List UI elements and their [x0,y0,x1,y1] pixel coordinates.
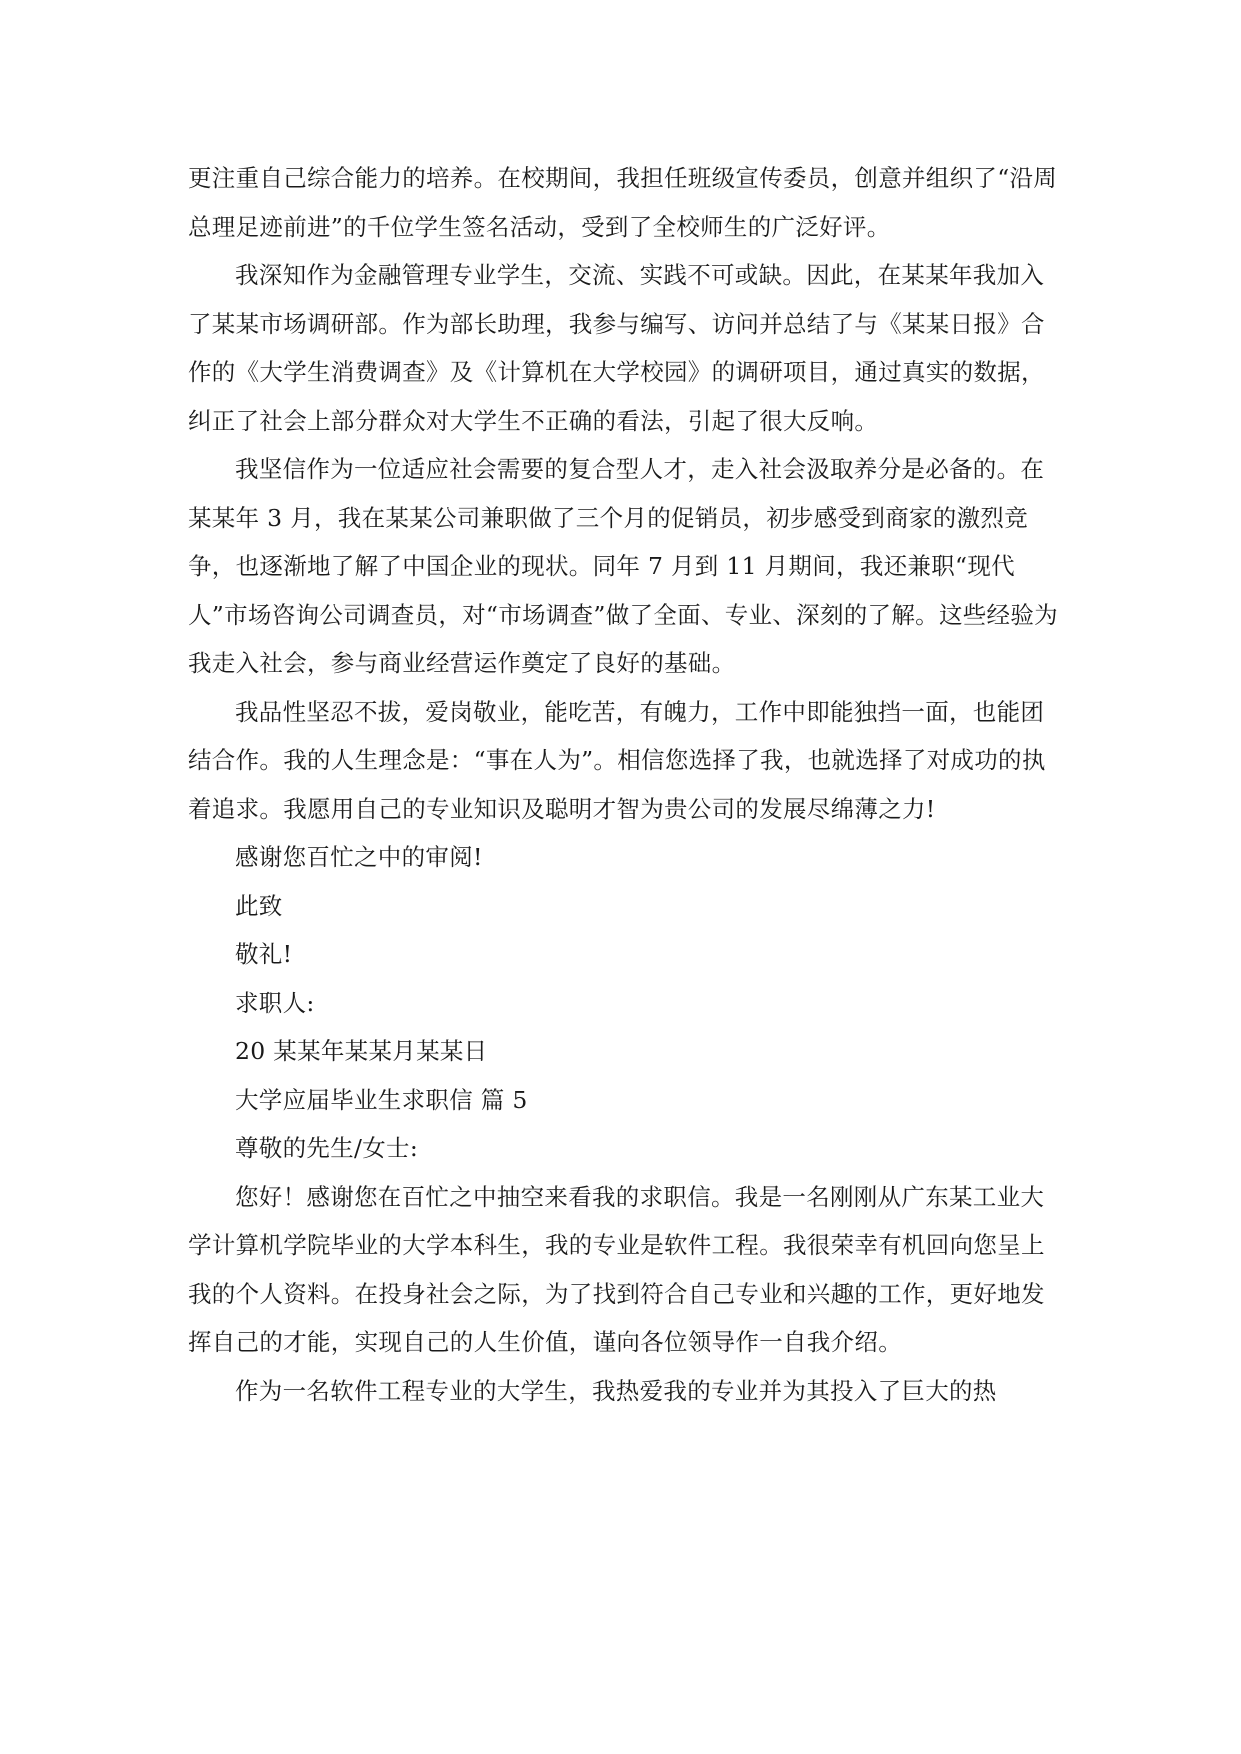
section-title: 大学应届毕业生求职信 篇 5 [235,1085,528,1114]
closing-salute: 此致 [235,891,283,920]
paragraph-introduction: 您好！感谢您在百忙之中抽空来看我的求职信。我是一名刚刚从广东某工业大学计算机学院毕业的大学本科生，我的专业是软件工程。我很荣幸有机回向您呈上我的个人资料。在投身社会之际，为了找到符合自己专业和兴趣的工作，更好地发挥自己的才能，实现自己的人生价值，谨向各位领导作一自我介绍。 [188,1182,1045,1356]
applicant-label: 求职人: [235,988,315,1017]
closing-thanks: 感谢您百忙之中的审阅! [235,843,483,871]
paragraph-experience: 我坚信作为一位适应社会需要的复合型人才，走入社会汲取养分是必备的。在某某年 3 月，我在某某公司兼职做了三个月的促销员，初步感受到商家的激烈竞争，也逐渐地了解了中国企业的现状。同年 7 月到 11 月期间，我还兼职“现代人”市场咨询公司调查员，对“市场调查”做了全面、专业、深刻的了解。这些经验为我走入社会，参与商业经营运作奠定了良好的基础。 [188,455,1058,677]
paragraph-continued: 更注重自己综合能力的培养。在校期间，我担任班级宣传委员，创意并组织了“沿周总理足迹前进”的千位学生签名活动，受到了全校师生的广泛好评。 [188,164,1058,241]
letter-date: 20 某某年某某月某某日 [235,1037,488,1065]
paragraph-character: 我品性坚忍不拔，爱岗敬业，能吃苦，有魄力，工作中即能独挡一面，也能团结合作。我的人生理念是：“事在人为”。相信您选择了我，也就选择了对成功的执着追求。我愿用自己的专业知识及聪明才智为贵公司的发展尽绵薄之力! [188,697,1046,823]
letter-body [188,154,1058,1415]
greeting: 尊敬的先生/女士: [235,1134,419,1162]
paragraph-practice: 我深知作为金融管理专业学生，交流、实践不可或缺。因此，在某某年我加入了某某市场调研部。作为部长助理，我参与编写、访问并总结了与《某某日报》合作的《大学生消费调查》及《计算机在大学校园》的调研项目，通过真实的数据，纠正了社会上部分群众对大学生不正确的看法，引起了很大反响。 [188,261,1045,435]
closing-regards: 敬礼! [235,940,293,968]
paragraph-major: 作为一名软件工程专业的大学生，我热爱我的专业并为其投入了巨大的热 [235,1376,997,1405]
